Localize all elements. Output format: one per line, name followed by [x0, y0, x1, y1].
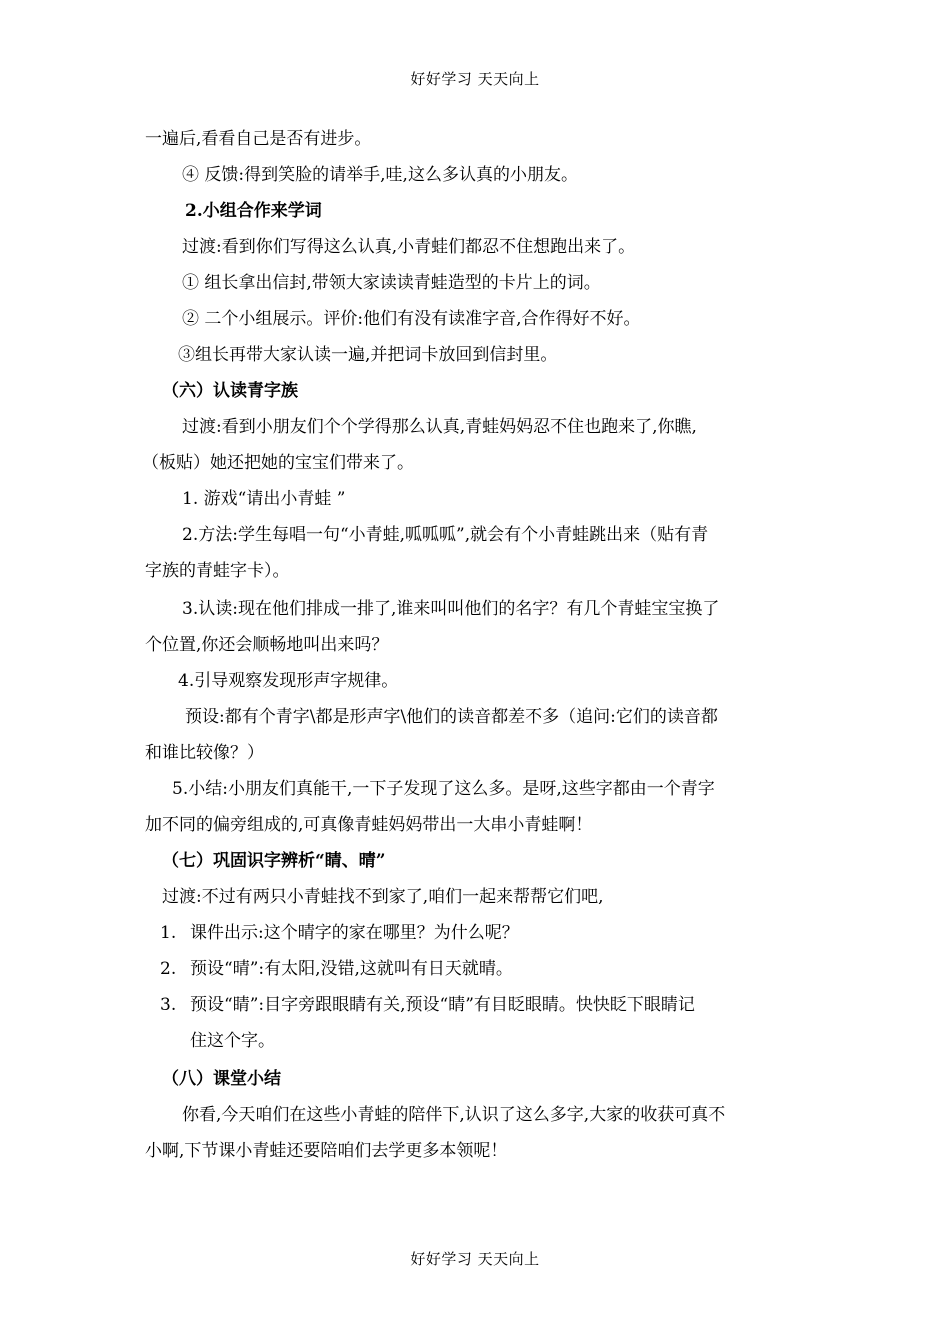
text-line: 过渡:不过有两只小青蛙找不到家了,咱们一起来帮帮它们吧, [162, 887, 604, 907]
list-item: 预设“睛”:目字旁跟眼睛有关,预设“睛”有目眨眼睛。快快眨下眼睛记 [190, 995, 695, 1015]
section-heading: （七）巩固识字辨析“睛、晴” [162, 851, 386, 871]
text-line: 3.认读:现在他们排成一排了,谁来叫叫他们的名字？有几个青蛙宝宝换了 [182, 599, 720, 619]
text-line: 和谁比较像？） [145, 743, 264, 763]
text-line: 2.方法:学生每唱一句“小青蛙,呱呱呱”,就会有个小青蛙跳出来（贴有青 [182, 525, 709, 545]
list-number: 3. [160, 995, 177, 1015]
text-line: ② 二个小组展示。评价:他们有没有读准字音,合作得好不好。 [182, 309, 641, 329]
section-heading: （六）认读青字族 [162, 381, 298, 401]
text-line: ④ 反馈:得到笑脸的请举手,哇,这么多认真的小朋友。 [182, 165, 578, 185]
text-line: 你看,今天咱们在这些小青蛙的陪伴下,认识了这么多字,大家的收获可真不 [182, 1105, 726, 1125]
list-item: 课件出示:这个晴字的家在哪里？为什么呢？ [190, 923, 519, 943]
list-item: 预设“晴”:有太阳,没错,这就叫有日天就晴。 [190, 959, 513, 979]
page-footer: 好好学习 天天向上 [410, 1250, 540, 1268]
text-line: 过渡:看到你们写得这么认真,小青蛙们都忍不住想跑出来了。 [182, 237, 636, 257]
text-line: 预设:都有个青字\都是形声字\他们的读音都差不多（追问:它们的读音都 [185, 707, 718, 727]
text-line: 字族的青蛙字卡）。 [145, 561, 290, 581]
text-line: 个位置,你还会顺畅地叫出来吗？ [145, 635, 389, 655]
page-header: 好好学习 天天向上 [410, 70, 540, 88]
text-line: 1. 游戏“请出小青蛙 ” [182, 489, 346, 509]
list-number: 2. [160, 959, 177, 979]
text-line: 过渡:看到小朋友们个个学得那么认真,青蛙妈妈忍不住也跑来了,你瞧, [182, 417, 697, 437]
text-line: 5.小结:小朋友们真能干,一下子发现了这么多。是呀,这些字都由一个青字 [172, 779, 715, 799]
text-line: 一遍后,看看自己是否有进步。 [145, 129, 372, 149]
text-line: 4.引导观察发现形声字规律。 [178, 671, 399, 691]
section-heading: 2.小组合作来学词 [185, 201, 322, 221]
list-item-continuation: 住这个字。 [190, 1031, 275, 1051]
text-line: ③组长再带大家认读一遍,并把词卡放回到信封里。 [178, 345, 558, 365]
section-heading: （八）课堂小结 [162, 1069, 281, 1089]
text-line: 小啊,下节课小青蛙还要陪咱们去学更多本领呢！ [145, 1141, 508, 1161]
text-line: ① 组长拿出信封,带领大家读读青蛙造型的卡片上的词。 [182, 273, 601, 293]
text-line: （板贴）她还把她的宝宝们带来了。 [142, 453, 414, 473]
text-line: 加不同的偏旁组成的,可真像青蛙妈妈带出一大串小青蛙啊！ [145, 815, 593, 835]
list-number: 1. [160, 923, 177, 943]
